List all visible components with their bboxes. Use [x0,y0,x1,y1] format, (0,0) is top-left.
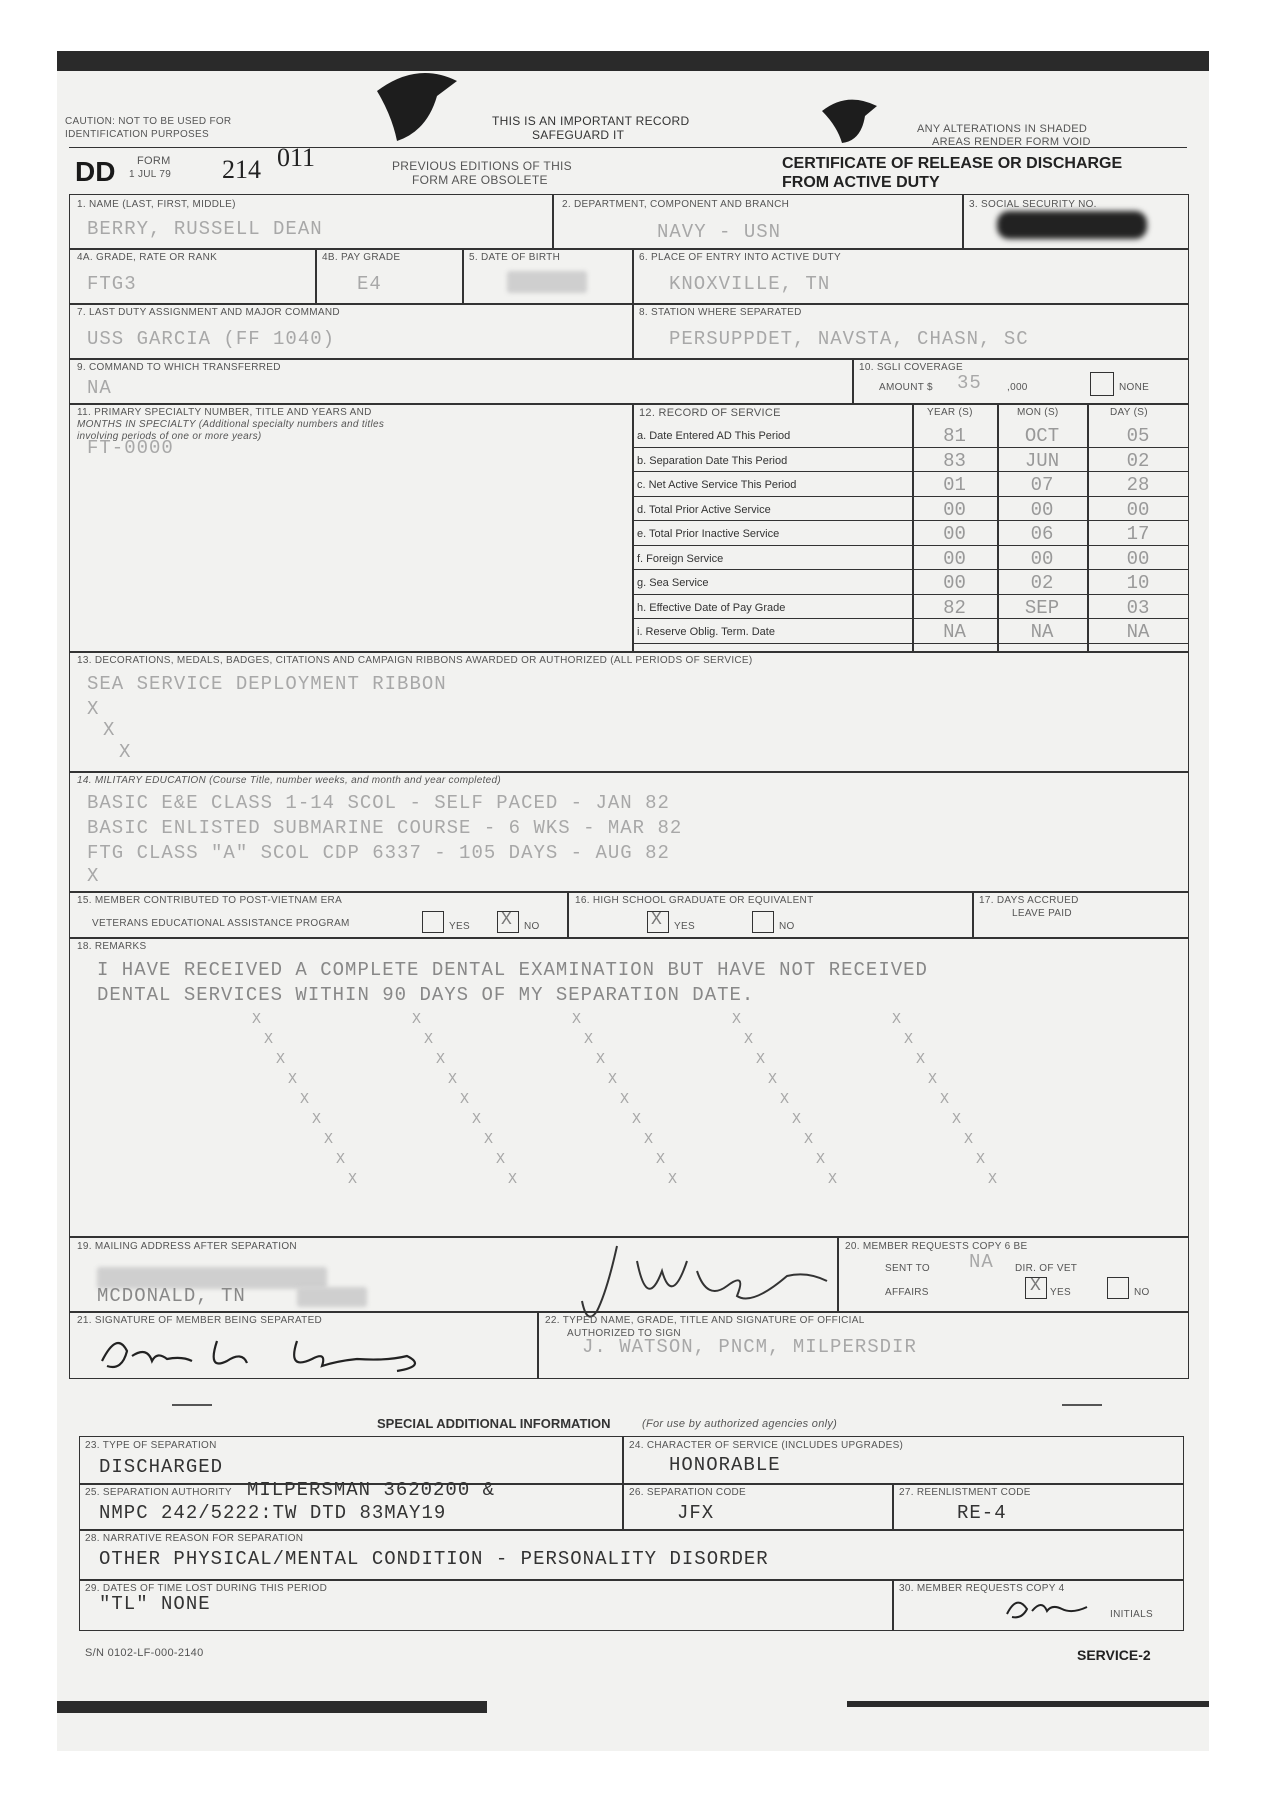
label-decorations: 13. DECORATIONS, MEDALS, BADGES, CITATIONS AND CAMPAIGN RIBBONS AWARDED OR AUTHORIZED (ALL PERIODS OF SERVICE) [77,655,753,666]
remarks-x-mark: X [472,1111,483,1128]
pay-grade-value: E4 [357,273,382,295]
separation-code-value: JFX [677,1502,715,1524]
rate-value: FTG3 [87,273,137,295]
service-row-day: 28 [1126,474,1150,496]
special-info-note: (For use by authorized agencies only) [642,1418,838,1430]
service-row-mon: JUN [1024,449,1060,472]
remarks-x-mark: X [756,1051,767,1068]
service-copy-label: SERVICE-2 [1077,1647,1151,1663]
remarks-x-mark: X [424,1031,435,1048]
label-separation-authority: 25. SEPARATION AUTHORITY [85,1487,232,1498]
service-row-label: c. Net Active Service This Period [637,479,797,491]
copy6-no-label: NO [1134,1287,1150,1298]
remarks-x-mark: X [892,1011,903,1028]
remarks-x-mark: X [916,1051,927,1068]
form-date: 1 JUL 79 [129,169,172,180]
eagle-emblem-icon [817,91,887,146]
label-high-school: 16. HIGH SCHOOL GRADUATE OR EQUIVALENT [575,895,814,906]
remarks-x-mark: X [484,1131,495,1148]
service-row-label: h. Effective Date of Pay Grade [637,601,786,614]
header-rule [69,147,1187,148]
label-mailing-address: 19. MAILING ADDRESS AFTER SEPARATION [77,1241,297,1252]
service-row-year: 83 [943,449,966,472]
caution-line-1: CAUTION: NOT TO BE USED FOR [65,116,232,127]
hs-no-label: NO [779,921,795,932]
label-command: 9. COMMAND TO WHICH TRANSFERRED [77,362,281,373]
reenlistment-code-value: RE-4 [957,1502,1007,1524]
decorations-x-1: X [87,698,100,720]
remarks-x-mark: X [312,1111,323,1128]
decorations-x-3: X [119,741,132,763]
label-sgli: 10. SGLI COVERAGE [859,362,964,373]
remarks-x-mark: X [780,1091,791,1108]
header-mon: MON (S) [1017,407,1059,418]
remarks-x-mark: X [252,1011,263,1028]
certificate-title-2: FROM ACTIVE DUTY [782,174,940,191]
label-last-duty: 7. LAST DUTY ASSIGNMENT AND MAJOR COMMAND [77,307,340,318]
official-name: J. WATSON, PNCM, MILPERSDIR [582,1336,917,1358]
certificate-title-1: CERTIFICATE OF RELEASE OR DISCHARGE [782,155,1123,172]
remarks-x-mark: X [768,1071,779,1088]
service-row-mon: 02 [1030,572,1054,594]
specialty-value: FT-0000 [87,437,174,459]
remarks-x-mark: X [928,1071,939,1088]
veap-no-label: NO [524,921,540,932]
service-row-day: 00 [1126,498,1150,521]
form-dd: DD [75,156,116,187]
label-pay-grade: 4B. PAY GRADE [322,252,401,263]
service-row-day: NA [1126,621,1150,643]
service-row-label: b. Separation Date This Period [637,454,788,467]
education-x: X [87,865,100,887]
remarks-x-mark: X [792,1111,803,1128]
service-row-label: f. Foreign Service [637,552,724,565]
label-ssn: 3. SOCIAL SECURITY NO. [969,199,1097,210]
caution-line-2: IDENTIFICATION PURPOSES [65,129,209,140]
label-veap-2: VETERANS EDUCATIONAL ASSISTANCE PROGRAM [92,918,350,929]
hs-no-checkbox[interactable] [752,911,774,933]
remarks-x-mark: X [336,1151,347,1168]
member-signature-icon [97,1321,457,1381]
header-year: YEAR (S) [927,407,973,418]
hs-yes-label: YES [674,921,695,932]
label-affairs: AFFAIRS [885,1287,929,1298]
remarks-x-mark: X [300,1091,311,1108]
decorations-value: SEA SERVICE DEPLOYMENT RIBBON [87,673,447,695]
label-reenlistment-code: 27. REENLISTMENT CODE [899,1487,1031,1498]
dd214-form-sheet [57,51,1209,1751]
initials-signature-icon [1002,1589,1092,1623]
label-narrative-reason: 28. NARRATIVE REASON FOR SEPARATION [85,1533,304,1544]
label-sent-to: SENT TO [885,1263,930,1274]
service-row-mon: NA [1030,621,1054,643]
remarks-x-mark: X [904,1031,915,1048]
remarks-x-mark: X [744,1031,755,1048]
service-row-day: 10 [1126,572,1150,594]
label-station: 8. STATION WHERE SEPARATED [639,307,802,318]
header-day: DAY (S) [1110,407,1148,418]
veap-no-x: X [501,910,512,930]
ssn-redaction [997,211,1147,239]
department-value: NAVY - USN [657,221,782,243]
separation-authority-line-1: MILPERSMAN 3620200 & [247,1479,496,1501]
special-info-title: SPECIAL ADDITIONAL INFORMATION [377,1416,611,1431]
label-specialty-2: MONTHS IN SPECIALTY (Additional specialty numbers and titles [77,419,385,430]
service-row-day: 02 [1126,449,1150,472]
remarks-x-mark: X [460,1091,471,1108]
remarks-x-mark: X [816,1151,827,1168]
decorations-x-2: X [103,719,116,741]
service-row-year: 00 [943,498,966,521]
important-record-line-2: SAFEGUARD IT [532,128,625,142]
remarks-x-mark: X [508,1171,519,1188]
label-copy6: 20. MEMBER REQUESTS COPY 6 BE [845,1241,1028,1252]
label-separation-code: 26. SEPARATION CODE [629,1487,747,1498]
remarks-x-mark: X [940,1091,951,1108]
label-remarks: 18. REMARKS [77,941,147,952]
service-row-year: 00 [943,523,966,545]
form-number-suffix: 011 [277,143,316,172]
service-row-year: 00 [943,547,966,570]
label-military-education: 14. MILITARY EDUCATION (Course Title, number weeks, and month and year completed) [77,775,501,786]
copy6-yes-checkbox[interactable] [1025,1277,1047,1299]
remarks-x-mark: X [952,1111,963,1128]
label-type-separation: 23. TYPE OF SEPARATION [85,1440,217,1451]
scan-bottom-edge-left [57,1701,487,1713]
remarks-x-mark: X [964,1131,975,1148]
service-row-year: 81 [943,425,966,447]
copy6-yes-x: X [1030,1276,1041,1296]
sgli-amount-label: AMOUNT $ [879,382,933,393]
label-dir-vet: DIR. OF VET [1015,1263,1078,1274]
sgli-thousands: ,000 [1007,382,1028,393]
place-entry-value: KNOXVILLE, TN [669,273,831,295]
remarks-x-mark: X [348,1171,359,1188]
service-row-mon: 07 [1030,474,1054,496]
remarks-x-mark: X [288,1071,299,1088]
remarks-x-mark: X [804,1131,815,1148]
remarks-x-mark: X [276,1051,287,1068]
label-specialty-3: involving periods of one or more years) [77,431,262,442]
remarks-x-mark: X [572,1011,583,1028]
label-initials: INITIALS [1110,1609,1153,1620]
label-record-service: 12. RECORD OF SERVICE [639,407,781,419]
remarks-x-mark: X [644,1131,655,1148]
character-service-value: HONORABLE [669,1454,781,1476]
type-separation-value: DISCHARGED [99,1456,224,1478]
narrative-reason-value: OTHER PHYSICAL/MENTAL CONDITION - PERSONALITY DISORDER [99,1548,769,1570]
remarks-x-mark: X [608,1071,619,1088]
zip-redaction [297,1287,367,1307]
previous-editions-2: FORM ARE OBSOLETE [412,173,548,187]
sgli-none-label: NONE [1119,382,1150,393]
label-specialty: 11. PRIMARY SPECIALTY NUMBER, TITLE AND YEARS AND [77,407,372,418]
scan-top-edge [57,51,1209,71]
service-row-label: i. Reserve Oblig. Term. Date [637,626,775,638]
sgli-amount-value: 35 [957,372,982,394]
label-character-service: 24. CHARACTER OF SERVICE (INCLUDES UPGRADES) [629,1440,904,1451]
remarks-x-mark: X [976,1151,987,1168]
label-dob: 5. DATE OF BIRTH [469,252,561,263]
remarks-x-mark: X [596,1051,607,1068]
veap-yes-label: YES [449,921,470,932]
label-place-entry: 6. PLACE OF ENTRY INTO ACTIVE DUTY [639,252,841,263]
service-row-day: 05 [1126,425,1150,447]
education-line-3: FTG CLASS "A" SCOL CDP 6337 - 105 DAYS - AUG 82 [87,842,670,864]
service-row-day: 17 [1126,523,1150,545]
service-row-year: 82 [943,596,966,619]
label-department: 2. DEPARTMENT, COMPONENT AND BRANCH [562,199,790,210]
station-value: PERSUPPDET, NAVSTA, CHASN, SC [669,328,1029,350]
service-row-day: 03 [1126,596,1150,619]
label-name: 1. NAME (LAST, FIRST, MIDDLE) [77,199,236,210]
remarks-x-mark: X [584,1031,595,1048]
service-row-label: a. Date Entered AD This Period [637,430,791,442]
eagle-seal-icon [357,61,477,151]
alterations-line-2: AREAS RENDER FORM VOID [932,136,1091,148]
mailing-city: MCDONALD, TN [97,1285,246,1307]
remarks-x-mark: X [656,1151,667,1168]
label-leave-paid: 17. DAYS ACCRUED [979,895,1079,906]
copy6-yes-label: YES [1050,1287,1071,1298]
remarks-x-mark: X [324,1131,335,1148]
remarks-x-mark: X [496,1151,507,1168]
copy6-no-checkbox[interactable] [1107,1277,1129,1299]
copy6-value: NA [969,1251,994,1273]
service-row-year: 01 [943,474,966,496]
alterations-line-1: ANY ALTERATIONS IN SHADED [917,123,1088,135]
education-line-1: BASIC E&E CLASS 1-14 SCOL - SELF PACED - JAN 82 [87,792,670,814]
veap-no-checkbox[interactable] [497,911,519,933]
label-copy4: 30. MEMBER REQUESTS COPY 4 [899,1583,1065,1594]
remarks-x-mark: X [436,1051,447,1068]
label-rate: 4A. GRADE, RATE OR RANK [77,252,218,263]
service-row-year: 00 [943,572,966,594]
service-row-mon: SEP [1024,596,1060,619]
remarks-x-mark: X [620,1091,631,1108]
remarks-x-mark: X [828,1171,839,1188]
remarks-line-1: I HAVE RECEIVED A COMPLETE DENTAL EXAMINATION BUT HAVE NOT RECEIVED [97,959,928,981]
member-name: BERRY, RUSSELL DEAN [87,218,323,240]
separation-authority-line-2: NMPC 242/5222:TW DTD 83MAY19 [99,1502,447,1524]
education-line-2: BASIC ENLISTED SUBMARINE COURSE - 6 WKS - MAR 82 [87,817,683,839]
hs-yes-checkbox[interactable] [647,911,669,933]
command-value: NA [87,377,112,399]
service-row-label: d. Total Prior Active Service [637,503,771,516]
hs-yes-x: X [651,910,662,930]
remarks-line-2: DENTAL SERVICES WITHIN 90 DAYS OF MY SEPARATION DATE. [97,984,755,1006]
label-member-signature: 21. SIGNATURE OF MEMBER BEING SEPARATED [77,1315,323,1326]
service-row-mon: 06 [1030,523,1054,545]
label-official: 22. TYPED NAME, GRADE, TITLE AND SIGNATURE OF OFFICIAL [545,1315,865,1326]
form-label: FORM [137,155,171,167]
service-row-mon: 00 [1030,547,1054,570]
remarks-x-mark: X [668,1171,679,1188]
scan-bottom-edge-right [847,1701,1209,1707]
form-number: 214 [222,155,261,184]
service-row-mon: OCT [1024,425,1060,447]
service-row-mon: 00 [1030,498,1054,521]
label-official-2: AUTHORIZED TO SIGN [567,1328,681,1339]
remarks-x-mark: X [448,1071,459,1088]
veap-yes-checkbox[interactable] [422,911,444,933]
label-veap: 15. MEMBER CONTRIBUTED TO POST-VIETNAM ERA [77,895,343,906]
service-row-label: e. Total Prior Inactive Service [637,528,780,540]
remarks-x-mark: X [264,1031,275,1048]
stock-number: S/N 0102-LF-000-2140 [85,1647,204,1659]
service-row-day: 00 [1126,547,1150,570]
label-time-lost: 29. DATES OF TIME LOST DURING THIS PERIOD [85,1583,328,1594]
dob-redaction [507,271,587,293]
last-duty-value: USS GARCIA (FF 1040) [87,328,336,350]
important-record-line-1: THIS IS AN IMPORTANT RECORD [492,114,690,128]
label-leave-paid-2: LEAVE PAID [1012,908,1072,919]
time-lost-value: "TL" NONE [99,1593,211,1615]
service-row-label: g. Sea Service [637,577,709,589]
remarks-x-mark: X [412,1011,423,1028]
remarks-x-mark: X [988,1171,999,1188]
previous-editions-1: PREVIOUS EDITIONS OF THIS [392,159,572,173]
service-row-year: NA [943,621,966,643]
sgli-none-checkbox[interactable] [1090,372,1114,396]
remarks-x-mark: X [632,1111,643,1128]
remarks-x-mark: X [732,1011,743,1028]
